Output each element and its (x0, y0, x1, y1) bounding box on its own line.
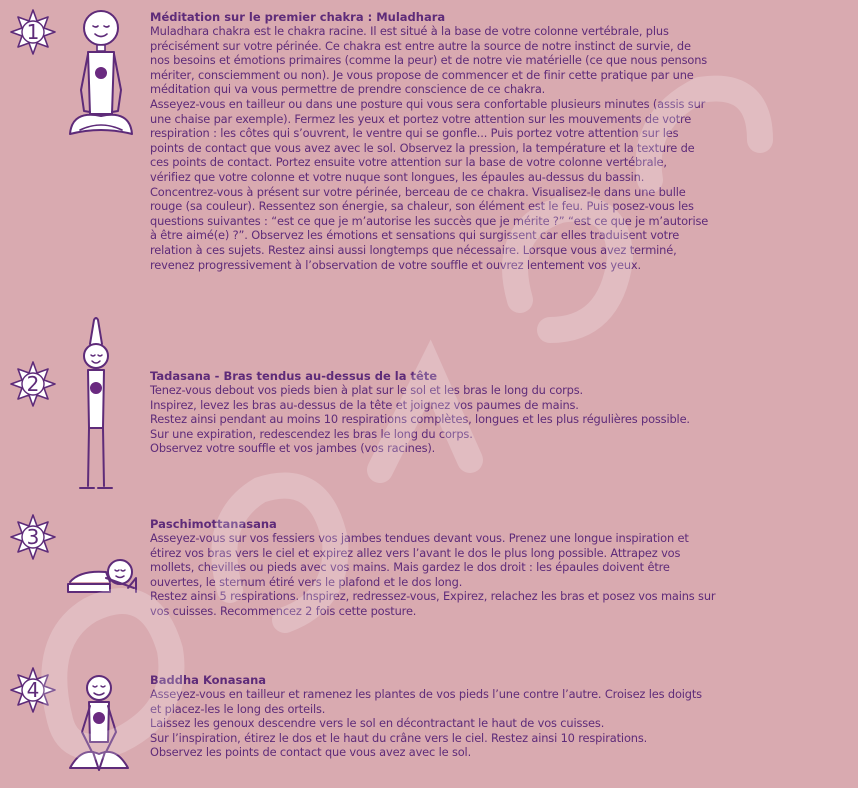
section-line: revenez progressivement à l’observation de votre souffle et ouvrez lentement vos yeux. (150, 257, 641, 272)
section-line: Asseyez-vous en tailleur et ramenez les plantes de vos pieds l’une contre l’autre. Croisez les doigts (150, 687, 702, 701)
meditation-figure-icon (66, 6, 136, 146)
tadasana-figure (70, 316, 122, 494)
section-line: Restez ainsi 5 respirations. Inspirez, redressez-vous, Expirez, relachez les bras et posez vos mains sur (150, 589, 716, 604)
section-line: précisément sur votre périnée. Ce chakra est entre autre la source de notre instinct de survie, de (150, 38, 691, 53)
section-line: étirez vos bras vers le ciel et expirez allez vers l’avant le dos le plus long possible. Attrapez vos (150, 545, 681, 560)
section-title: Tadasana - Bras tendus au-dessus de la tête (150, 369, 438, 383)
badge-4 (10, 667, 56, 713)
section-line: une chaise par exemple). Fermez les yeux et portez votre attention sur les mouvements de votre (150, 111, 692, 126)
section-title: Baddha Konasana (150, 673, 267, 687)
badge-number: 1 (26, 20, 40, 44)
badge-number: 2 (26, 372, 40, 396)
badge-2 (10, 361, 56, 407)
section-line: Sur l’inspiration, étirez le dos et le haut du crâne vers le ciel. Restez ainsi 10 respirations. (150, 730, 648, 745)
baddha-konasana-figure (68, 672, 130, 782)
section-line: et placez-les le long des orteils. (150, 701, 326, 716)
section-line: mollets, chevilles ou pieds avec vos mains. Mais gardez le dos droit : les épaules doivent être (150, 560, 670, 575)
section-line: Concentrez-vous à présent sur votre périnée, berceau de ce chakra. Visualisez-le dans une bulle (150, 184, 686, 199)
badge-number: 3 (26, 525, 40, 549)
section-line: Laissez les genoux descendre vers le sol en décontractant le haut de vos cuisses. (150, 716, 605, 731)
paschimottanasana-figure-icon (66, 548, 138, 596)
section-line: vérifiez que votre colonne et votre nuque sont longues, les épaules au-dessus du bassin. (150, 169, 645, 184)
badge-1 (10, 9, 56, 55)
badge-3 (10, 514, 56, 560)
section-line: respiration : les côtes qui s’ouvrent, le ventre qui se gonfle... Puis portez votre attention sur les (150, 126, 679, 141)
section-line: Sur une expiration, redescendez les bras le long du corps. (150, 426, 473, 441)
section-tadasana (150, 369, 858, 456)
section-line: rouge (sa couleur). Ressentez son énergie, sa chaleur, son élément est le feu. Puis posez-vous les (150, 199, 694, 214)
section-line: vos cuisses. Recommencez 2 fois cette posture. (150, 603, 417, 618)
section-muladhara (150, 10, 858, 272)
section-line: Restez ainsi pendant au moins 10 respirations complètes, longues et les plus régulières possible. (150, 412, 690, 427)
section-line: Asseyez-vous sur vos fessiers vos jambes tendues devant vous. Prenez une longue inspiration et (150, 531, 689, 545)
section-line: questions suivantes : “est ce que je m’autorise les succès que je mérite ?” “est ce que je m’autorise (150, 213, 709, 228)
section-line: ces points de contact. Portez ensuite votre attention sur la base de votre colonne vertébrale, (150, 155, 667, 170)
section-line: mériter, consciemment ou non). Je vous propose de commencer et de finir cette pratique par une (150, 67, 694, 82)
section-title: Paschimottanasana (150, 517, 277, 531)
section-line: ouvertes, le sternum étiré vers le plafond et le dos long. (150, 574, 463, 589)
section-line: relation à ces sujets. Restez ainsi aussi longtemps que nécessaire. Lorsque vous avez terminé, (150, 242, 677, 257)
meditation-figure (66, 6, 136, 146)
section-line: Asseyez-vous en tailleur ou dans une posture qui vous sera confortable plusieurs minutes (assis sur (150, 96, 706, 111)
badge-number: 4 (26, 678, 40, 702)
section-line: Inspirez, levez les bras au-dessus de la tête et joignez vos paumes de mains. (150, 397, 579, 412)
paschimottanasana-figure (66, 548, 138, 596)
tadasana-figure-icon (70, 316, 122, 494)
section-title: Méditation sur le premier chakra : Muladhara (150, 10, 446, 24)
baddha-konasana-figure-icon (68, 672, 130, 782)
section-line: à être aimé(e) ?”. Observez les émotions et sensations qui surgissent car elles traduisent votre (150, 228, 680, 243)
section-line: Tenez-vous debout vos pieds bien à plat sur le sol et les bras le long du corps. (150, 383, 584, 397)
section-line: Muladhara chakra est le chakra racine. Il est situé à la base de votre colonne vertébrale, plus (150, 24, 669, 38)
section-line: points de contact que vous avez avec le sol. Observez la pression, la température et la texture de (150, 140, 695, 155)
section-baddha-konasana (150, 673, 858, 760)
section-line: méditation qui va vous permettre de prendre conscience de ce chakra. (150, 82, 546, 97)
section-line: nos besoins et émotions primaires (comme la peur) et de notre vie matérielle (ce que nous pensons (150, 53, 708, 68)
section-paschimottanasana (150, 517, 858, 619)
section-line: Observez les points de contact que vous avez avec le sol. (150, 745, 472, 760)
section-line: Observez votre souffle et vos jambes (vos racines). (150, 441, 436, 456)
